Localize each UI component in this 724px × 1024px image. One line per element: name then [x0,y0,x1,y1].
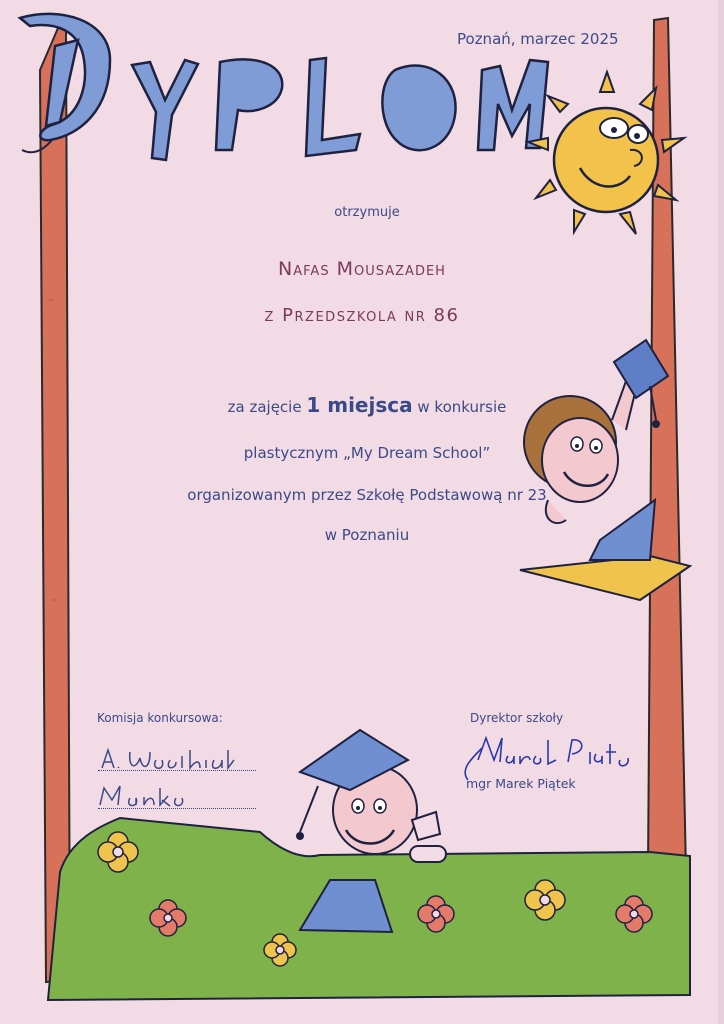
left-pole-icon [40,28,70,982]
award-suffix: w konkursie [417,398,507,416]
award-place: 1 miejsca [306,393,413,417]
recipient-school: z Przedszkola nr 86 [264,305,460,326]
director-signature [465,738,628,780]
award-prefix: za zajęcie [227,398,302,416]
director-name: mgr Marek Piątek [466,776,576,791]
place-date: Poznań, marzec 2025 [457,30,619,48]
commission-label: Komisja konkursowa: [97,711,223,725]
award-line [0,393,724,417]
organizer-line: organizowanym przez Szkołę Podstawową nr 23 [187,486,547,504]
receives-label: otrzymuje [334,205,400,220]
commission-signature-line-1 [98,770,256,771]
commission-signature-1 [102,750,234,768]
director-label: Dyrektor szkoły [470,711,564,725]
commission-signature-line-2 [98,808,256,809]
city-line: w Poznaniu [324,526,410,544]
recipient-name: Nafas Mousazadeh [278,258,446,280]
commission-signature-2 [100,786,183,806]
contest-line: plastycznym „My Dream School” [243,444,491,462]
